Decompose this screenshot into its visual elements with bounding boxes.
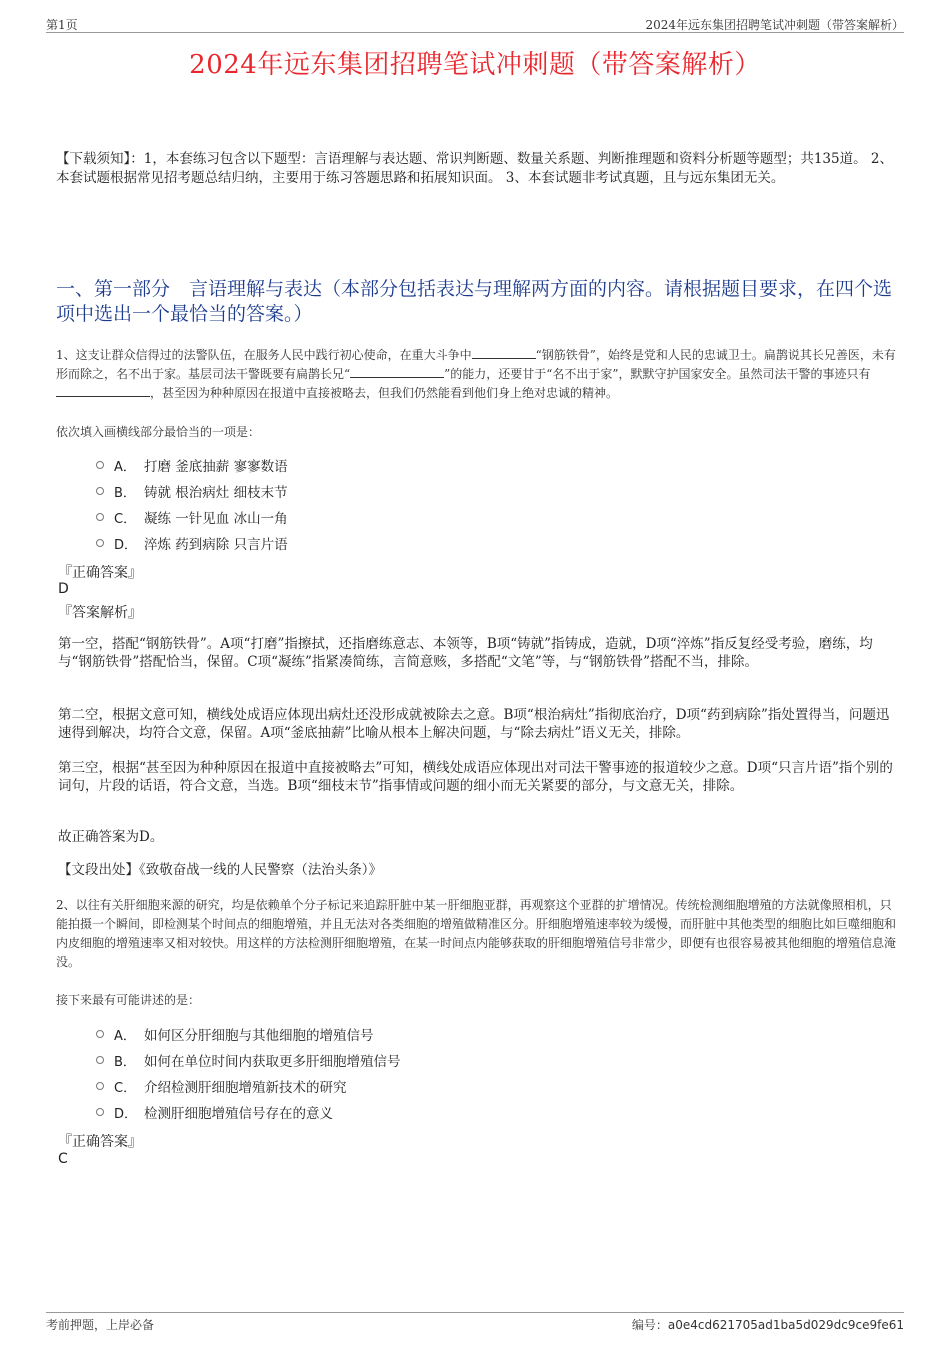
analysis-paragraph: 第二空，根据文意可知，横线处成语应体现出病灶还没形成就被除去之意。B项“根治病灶”指彻底治疗，D项“药到病除”指处置得当，问题迅速得到解决，均符合文意，保留。A项“釜底抽薪”比喻从根本上解决问题，与“除去病灶”语义无关，排除。	[58, 707, 890, 741]
option-d[interactable]: D． 淬炼 药到病除 只言片语	[96, 530, 288, 556]
answer-blank	[56, 384, 150, 397]
radio-icon[interactable]	[96, 1056, 104, 1064]
footer-code: 编号：a0e4cd621705ad1ba5d029dc9ce9fe61	[631, 1318, 904, 1332]
question-1-prompt: 依次填入画横线部分最恰当的一项是：	[56, 425, 261, 439]
option-a[interactable]: A． 如何区分肝细胞与其他细胞的增殖信号	[96, 1021, 401, 1047]
page-header	[46, 14, 904, 33]
option-d[interactable]: D． 检测肝细胞增殖信号存在的意义	[96, 1099, 401, 1125]
page-footer	[46, 1312, 904, 1335]
analysis-paragraph: 第一空，搭配“钢筋铁骨”。A项“打磨”指擦拭，还指磨练意志、本领等，B项“铸就”指铸成，造就，D项“淬炼”指反复经受考验，磨练，均与“钢筋铁骨”搭配恰当，保留。C项“凝练”指紧凑简练，言简意赅，多搭配“文笔”等，与“钢筋铁骨”搭配不当，排除。	[58, 636, 873, 670]
radio-icon[interactable]	[96, 487, 104, 495]
radio-icon[interactable]	[96, 1108, 104, 1116]
radio-icon[interactable]	[96, 539, 104, 547]
analysis-label: 『答案解析』	[58, 605, 142, 621]
analysis-conclusion: 故正确答案为D。	[58, 829, 164, 845]
question-1-options	[96, 452, 288, 556]
correct-answer-label: 『正确答案』	[58, 565, 142, 581]
correct-answer-label: 『正确答案』	[58, 1134, 142, 1150]
question-2-options	[96, 1021, 401, 1125]
option-a[interactable]: A． 打磨 釜底抽薪 寥寥数语	[96, 452, 288, 478]
radio-icon[interactable]	[96, 1030, 104, 1038]
question-2-prompt: 接下来最有可能讲述的是：	[56, 993, 201, 1007]
correct-answer: D	[58, 581, 69, 597]
option-b[interactable]: B． 如何在单位时间内获取更多肝细胞增殖信号	[96, 1047, 401, 1073]
correct-answer: C	[58, 1151, 68, 1167]
header-doc-title: 2024年远东集团招聘笔试冲刺题（带答案解析）	[645, 18, 904, 32]
download-notice: 【下载须知】：1，本套练习包含以下题型：言语理解与表达题、常识判断题、数量关系题、判断推理题和资料分析题等题型；共135道。 2、本套试题根据常见招考题总结归纳，主要用于练习答题思路和拓展知识面。 3、本套试题非考试真题，且与远东集团无关。	[56, 151, 893, 186]
option-b[interactable]: B． 铸就 根治病灶 细枝末节	[96, 478, 288, 504]
analysis-paragraph: 第三空，根据“甚至因为种种原因在报道中直接被略去”可知，横线处成语应体现出对司法干警事迹的报道较少之意。D项“只言片语”指个别的词句，片段的话语，符合文意，当选。B项“细枝末节”指事情或问题的细小而无关紧要的部分，与文意无关，排除。	[58, 760, 893, 794]
question-1-stem: 1、这支让群众信得过的法警队伍，在服务人民中践行初心使命，在重大斗争中 “钢筋铁骨”，始终是党和人民的忠诚卫士。扁鹊说其长兄善医，未有形而除之，名不出于家。基层司法干警既要有扁鹊长兄“ ”的能力，还要甘于“名不出于家”，默默守护国家安全。虽然司法干警的事迹只有，甚至因为种种原因在报道中直接被略去，但我们仍然能看到他们身上绝对忠诚的精神。	[56, 348, 896, 400]
source-citation: 【文段出处】《致敬奋战一线的人民警察（法治头条）》	[58, 862, 382, 878]
footer-slogan: 考前押题，上岸必备	[46, 1318, 155, 1332]
document-title: 2024年远东集团招聘笔试冲刺题（带答案解析）	[189, 50, 761, 80]
page-number: 第1页	[46, 18, 78, 32]
section-title: 一、第一部分 言语理解与表达（本部分包括表达与理解两方面的内容。请根据题目要求，在四个选项中选出一个最恰当的答案。）	[56, 278, 893, 325]
radio-icon[interactable]	[96, 1082, 104, 1090]
answer-blank	[350, 365, 444, 378]
option-c[interactable]: C． 介绍检测肝细胞增殖新技术的研究	[96, 1073, 401, 1099]
answer-blank	[472, 346, 536, 359]
option-c[interactable]: C． 凝练 一针见血 冰山一角	[96, 504, 288, 530]
radio-icon[interactable]	[96, 513, 104, 521]
radio-icon[interactable]	[96, 461, 104, 469]
question-2-stem: 2、以往有关肝细胞来源的研究，均是依赖单个分子标记来追踪肝脏中某一肝细胞亚群，再观察这个亚群的扩增情况。传统检测细胞增殖的方法就像照相机，只能拍摄一个瞬间，即检测某个时间点的细胞增殖，并且无法对各类细胞的增殖做精准区分。肝细胞增殖速率较为缓慢，而肝脏中其他类型的细胞比如巨噬细胞和内皮细胞的增殖速率又相对较快。用这样的方法检测肝细胞增殖，在某一时间点内能够获取的肝细胞增殖信号非常少，即便有也很容易被其他细胞的增殖信息淹没。	[56, 898, 897, 969]
